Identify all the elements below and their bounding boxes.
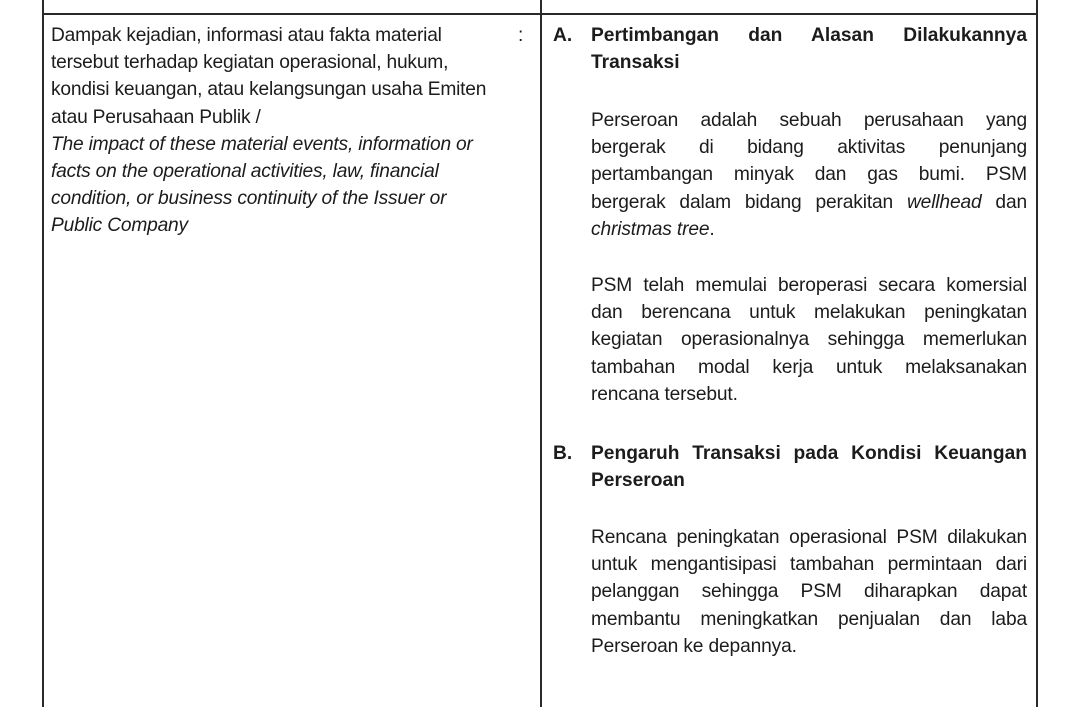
- a-p2-line-3: kegiatan operasionalnya sehingga memerlukan: [591, 329, 1027, 351]
- section-a-letter: A.: [553, 25, 573, 46]
- a-p1-line-1: Perseroan adalah sebuah perusahaan yang: [591, 110, 1027, 131]
- a-p1-line-4: [591, 189, 1027, 216]
- label-colon: :: [518, 25, 524, 46]
- a-p2-line-4: tambahan modal kerja untuk melaksanakan: [591, 356, 1027, 378]
- section-b-letter: B.: [553, 443, 573, 464]
- a-p1-line-5-em: christmas tree: [591, 218, 710, 240]
- label-line-id-4: atau Perusahaan Publik /: [51, 106, 261, 128]
- table-middle-border: [540, 0, 542, 707]
- label-line-en-2: facts on the operational activities, law, financial: [51, 161, 439, 183]
- section-a-paragraph-1: [591, 107, 1027, 243]
- a-p1-line-4-post: dan: [981, 191, 1027, 213]
- section-a-paragraph-2: [591, 272, 1027, 408]
- label-line-en-3: condition, or business continuity of the Issuer or: [51, 188, 447, 210]
- b-p1-line-1: Rencana peningkatan operasional PSM dilakukan: [591, 527, 1027, 548]
- table-left-border: [42, 0, 44, 707]
- table-right-border: [1036, 0, 1038, 707]
- b-p1-line-2: untuk mengantisipasi tambahan permintaan dari: [591, 554, 1027, 576]
- a-p1-line-5: [591, 216, 1027, 243]
- section-b-title: [591, 440, 1027, 494]
- a-p2-line-5: rencana tersebut.: [591, 383, 738, 405]
- b-p1-line-5: Perseroan ke depannya.: [591, 635, 797, 657]
- label-line-en-4: Public Company: [51, 215, 188, 237]
- b-p1-line-4: membantu meningkatkan penjualan dan laba: [591, 608, 1027, 630]
- a-p1-line-5-post: .: [709, 218, 715, 240]
- label-line-en-1: The impact of these material events, information or: [51, 133, 473, 155]
- a-p2-line-1: PSM telah memulai beroperasi secara komersial: [591, 275, 1027, 296]
- left-cell-label: [51, 22, 524, 240]
- a-p1-line-4-pre: bergerak dalam bidang perakitan: [591, 191, 907, 213]
- label-line-id-3: kondisi keuangan, atau kelangsungan usaha Emiten: [51, 79, 487, 101]
- label-line-id-1: Dampak kejadian, informasi atau fakta material: [51, 25, 442, 46]
- section-a-title-line-1: Pertimbangan dan Alasan Dilakukannya: [591, 25, 1027, 46]
- section-b-paragraph-1: [591, 524, 1027, 660]
- b-p1-line-3: pelanggan sehingga PSM diharapkan dapat: [591, 581, 1027, 603]
- label-line-id-2: tersebut terhadap kegiatan operasional, hukum,: [51, 52, 449, 74]
- section-a-title-line-2: Transaksi: [591, 52, 680, 74]
- a-p2-line-2: dan berencana untuk melakukan peningkatan: [591, 302, 1027, 324]
- a-p1-line-4-em: wellhead: [906, 191, 982, 213]
- section-b-title-line-2: Perseroan: [591, 470, 685, 492]
- a-p1-line-3: pertambangan minyak dan gas bumi. PSM: [591, 164, 1027, 186]
- a-p1-line-2: bergerak di bidang aktivitas penunjang: [591, 137, 1027, 159]
- section-a-title: [591, 22, 1027, 76]
- section-b-title-line-1: Pengaruh Transaksi pada Kondisi Keuangan: [591, 443, 1027, 464]
